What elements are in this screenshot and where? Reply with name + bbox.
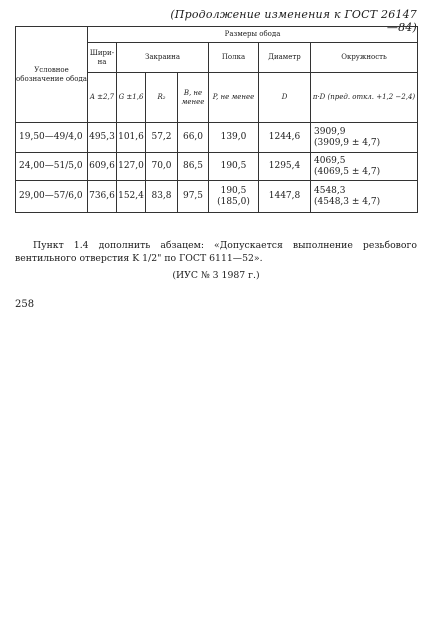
subheader-pi-d: π·D (пред. откл. +1,2 −2,4) [311,73,418,123]
a-cell: 736,6 [88,181,117,213]
p-cell: 139,0 [209,123,259,153]
pi-d-main: 3909,9 [314,127,346,138]
p-main: 190,5 [220,186,247,197]
flange-header: Закраина [117,43,209,73]
page-number: 258 [15,299,35,310]
d-cell: 1295,4 [259,153,311,181]
subheader-b: B, не менее [178,73,209,123]
pi-d-main: 4548,3 [314,186,346,197]
rim-dimensions-header: Размеры обода [88,27,418,43]
designation-cell: 19,50—49/4,0 [16,123,88,153]
note-paragraph [15,239,417,265]
subheader-r: R₂ [146,73,178,123]
width-header: Шири-на [88,43,117,73]
pi-d-sub: (4069,5 ± 4,7) [314,166,381,177]
g-cell: 101,6 [117,123,146,153]
diameter-header: Диаметр [259,43,311,73]
designation-cell: 24,00—51/5,0 [16,153,88,181]
table-row [16,153,418,181]
a-cell: 609,6 [88,153,117,181]
circumference-header: Окружность [311,43,418,73]
pi-d-sub: (4548,3 ± 4,7) [314,196,381,207]
note-text: Пункт 1.4 дополнить абзацем: «Допускается выполнение резьбового вентильного отверстия K 1/2" по ГОСТ 6111—52». [15,240,417,264]
a-cell: 495,3 [88,123,117,153]
p-cell: 190,5 [209,153,259,181]
rim-dimensions-table [15,26,418,213]
page-header: (Продолжение изменения к ГОСТ 26147—84) [170,8,417,34]
pi-d-main: 4069,5 [314,156,346,167]
g-cell: 127,0 [117,153,146,181]
r-cell: 83,8 [146,181,178,213]
designation-cell: 29,00—57/6,0 [16,181,88,213]
pi-d-cell [311,153,418,181]
pi-d-sub: (3909,9 ± 4,7) [314,137,381,148]
subheader-g: G ±1,6 [117,73,146,123]
designation-header: Условное обозначение обода [16,27,88,123]
g-cell: 152,4 [117,181,146,213]
table-row [16,123,418,153]
subheader-a: A ±2,7 [88,73,117,123]
b-cell: 97,5 [178,181,209,213]
b-cell: 86,5 [178,153,209,181]
shelf-header: Полка [209,43,259,73]
subheader-p: P, не менее [209,73,259,123]
pi-d-cell [311,123,418,153]
b-cell: 66,0 [178,123,209,153]
p-cell [209,181,259,213]
p-sub: (185,0) [217,196,250,207]
pi-d-cell [311,181,418,213]
subheader-d: D [259,73,311,123]
r-cell: 70,0 [146,153,178,181]
d-cell: 1447,8 [259,181,311,213]
d-cell: 1244,6 [259,123,311,153]
table-row [16,181,418,213]
r-cell: 57,2 [146,123,178,153]
ius-reference: (ИУС № 3 1987 г.) [172,270,260,281]
